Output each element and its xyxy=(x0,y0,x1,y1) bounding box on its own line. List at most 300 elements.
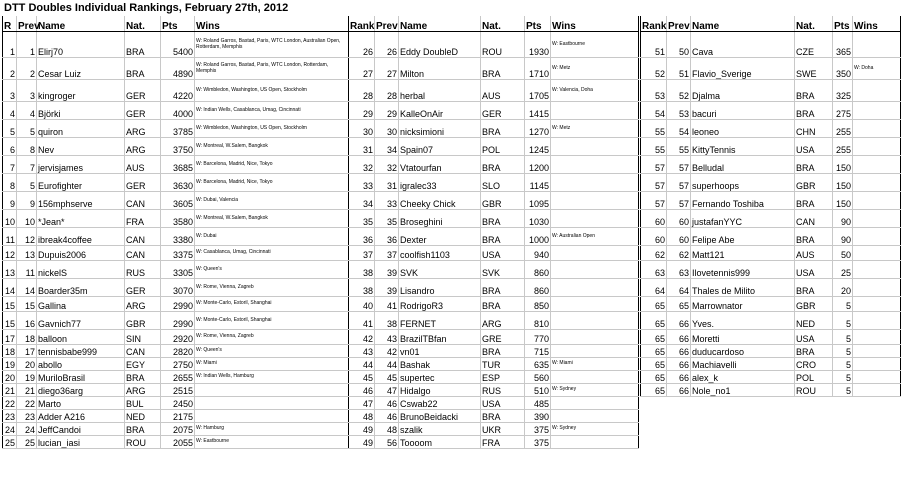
col-header-prev[interactable]: Prev xyxy=(17,16,37,32)
nationality-cell[interactable]: BRA xyxy=(125,58,161,80)
nationality-cell[interactable]: BRA xyxy=(125,32,161,58)
wins-cell[interactable]: W: Indian Wells, Hamburg xyxy=(195,371,349,384)
nationality-cell[interactable]: SVK xyxy=(481,261,525,279)
nationality-cell[interactable]: GER xyxy=(125,102,161,120)
points-cell[interactable]: 2990 xyxy=(161,312,195,330)
rank-cell[interactable]: 25 xyxy=(3,436,17,449)
prev-cell[interactable]: 22 xyxy=(17,397,37,410)
wins-cell[interactable]: W: Casablanca, Umag, Cincinnati xyxy=(195,246,349,261)
rank-cell[interactable]: 65 xyxy=(641,384,667,397)
prev-cell[interactable]: 24 xyxy=(17,423,37,436)
wins-cell[interactable]: W: Barcelona, Madrid, Nice, Tokyo xyxy=(195,174,349,192)
prev-cell[interactable]: 23 xyxy=(17,410,37,423)
rank-cell[interactable]: 40 xyxy=(349,297,375,312)
player-name[interactable]: Bashak xyxy=(399,358,481,371)
prev-cell[interactable]: 39 xyxy=(375,279,399,297)
col-header-wins[interactable]: Wins xyxy=(551,16,639,32)
rank-cell[interactable]: 26 xyxy=(349,32,375,58)
rank-cell[interactable]: 65 xyxy=(641,330,667,345)
wins-cell[interactable]: W: Rome, Vienna, Zagreb xyxy=(195,330,349,345)
rank-cell[interactable]: 4 xyxy=(3,102,17,120)
wins-cell[interactable] xyxy=(853,138,901,156)
rank-cell[interactable]: 49 xyxy=(349,436,375,449)
rank-cell[interactable]: 21 xyxy=(3,384,17,397)
player-name[interactable]: Dupuis2006 xyxy=(37,246,125,261)
points-cell[interactable]: 860 xyxy=(525,261,551,279)
prev-cell[interactable]: 46 xyxy=(375,410,399,423)
player-name[interactable]: Adder A216 xyxy=(37,410,125,423)
player-name[interactable]: kingroger xyxy=(37,80,125,102)
nationality-cell[interactable]: CAN xyxy=(125,246,161,261)
player-name[interactable]: Cheeky Chick xyxy=(399,192,481,210)
rank-cell[interactable]: 17 xyxy=(3,330,17,345)
points-cell[interactable]: 5 xyxy=(833,358,853,371)
wins-cell[interactable] xyxy=(551,410,639,423)
prev-cell[interactable]: 56 xyxy=(375,436,399,449)
points-cell[interactable]: 1200 xyxy=(525,156,551,174)
wins-cell[interactable] xyxy=(853,32,901,58)
wins-cell[interactable] xyxy=(853,210,901,228)
wins-cell[interactable]: W: Wimbledon, Washington, US Open, Stockholm xyxy=(195,120,349,138)
nationality-cell[interactable]: ROU xyxy=(795,384,833,397)
prev-cell[interactable]: 57 xyxy=(667,192,691,210)
nationality-cell[interactable]: CAN xyxy=(795,210,833,228)
nationality-cell[interactable]: CAN xyxy=(125,228,161,246)
points-cell[interactable]: 3375 xyxy=(161,246,195,261)
points-cell[interactable]: 150 xyxy=(833,156,853,174)
wins-cell[interactable]: W: Queen's xyxy=(195,261,349,279)
wins-cell[interactable]: W: Metz xyxy=(551,58,639,80)
player-name[interactable]: Boarder35m xyxy=(37,279,125,297)
points-cell[interactable]: 3785 xyxy=(161,120,195,138)
rank-cell[interactable]: 60 xyxy=(641,210,667,228)
points-cell[interactable]: 275 xyxy=(833,102,853,120)
wins-cell[interactable] xyxy=(853,312,901,330)
player-name[interactable]: Elirj70 xyxy=(37,32,125,58)
nationality-cell[interactable]: ARG xyxy=(125,120,161,138)
nationality-cell[interactable]: TUR xyxy=(481,358,525,371)
wins-cell[interactable] xyxy=(853,192,901,210)
nationality-cell[interactable]: BUL xyxy=(125,397,161,410)
wins-cell[interactable]: W: Hamburg xyxy=(195,423,349,436)
nationality-cell[interactable]: NED xyxy=(125,410,161,423)
prev-cell[interactable]: 32 xyxy=(375,156,399,174)
points-cell[interactable]: 2515 xyxy=(161,384,195,397)
player-name[interactable]: Vtatourfan xyxy=(399,156,481,174)
points-cell[interactable]: 90 xyxy=(833,210,853,228)
prev-cell[interactable]: 26 xyxy=(375,32,399,58)
rank-cell[interactable]: 28 xyxy=(349,80,375,102)
points-cell[interactable]: 2750 xyxy=(161,358,195,371)
wins-cell[interactable]: W: Eastbourne xyxy=(551,32,639,58)
points-cell[interactable]: 810 xyxy=(525,312,551,330)
prev-cell[interactable]: 36 xyxy=(375,228,399,246)
player-name[interactable]: Dexter xyxy=(399,228,481,246)
prev-cell[interactable]: 13 xyxy=(17,246,37,261)
player-name[interactable]: FERNET xyxy=(399,312,481,330)
nationality-cell[interactable]: BRA xyxy=(481,297,525,312)
player-name[interactable]: Eddy DoubleD xyxy=(399,32,481,58)
rank-cell[interactable]: 45 xyxy=(349,371,375,384)
col-header-name[interactable]: Name xyxy=(37,16,125,32)
nationality-cell[interactable]: CHN xyxy=(795,120,833,138)
prev-cell[interactable]: 66 xyxy=(667,384,691,397)
wins-cell[interactable] xyxy=(551,156,639,174)
points-cell[interactable]: 940 xyxy=(525,246,551,261)
rank-cell[interactable]: 20 xyxy=(3,371,17,384)
rank-cell[interactable]: 49 xyxy=(349,423,375,436)
player-name[interactable]: duducardoso xyxy=(691,345,795,358)
prev-cell[interactable]: 60 xyxy=(667,228,691,246)
wins-cell[interactable] xyxy=(195,384,349,397)
prev-cell[interactable]: 66 xyxy=(667,312,691,330)
prev-cell[interactable]: 17 xyxy=(17,345,37,358)
nationality-cell[interactable]: GBR xyxy=(125,312,161,330)
player-name[interactable]: Gallina xyxy=(37,297,125,312)
wins-cell[interactable] xyxy=(853,174,901,192)
nationality-cell[interactable]: BRA xyxy=(795,156,833,174)
nationality-cell[interactable]: FRA xyxy=(481,436,525,449)
col-header-name[interactable]: Name xyxy=(399,16,481,32)
wins-cell[interactable] xyxy=(551,138,639,156)
nationality-cell[interactable]: SIN xyxy=(125,330,161,345)
player-name[interactable]: Moretti xyxy=(691,330,795,345)
wins-cell[interactable] xyxy=(551,246,639,261)
points-cell[interactable]: 2655 xyxy=(161,371,195,384)
points-cell[interactable]: 850 xyxy=(525,297,551,312)
wins-cell[interactable]: W: Valencia, Doha xyxy=(551,80,639,102)
points-cell[interactable]: 635 xyxy=(525,358,551,371)
player-name[interactable]: Björki xyxy=(37,102,125,120)
player-name[interactable]: Toooom xyxy=(399,436,481,449)
player-name[interactable]: Spain07 xyxy=(399,138,481,156)
nationality-cell[interactable]: BRA xyxy=(481,120,525,138)
player-name[interactable]: supertec xyxy=(399,371,481,384)
player-name[interactable]: abollo xyxy=(37,358,125,371)
points-cell[interactable]: 860 xyxy=(525,279,551,297)
prev-cell[interactable]: 45 xyxy=(375,371,399,384)
prev-cell[interactable]: 33 xyxy=(375,192,399,210)
wins-cell[interactable]: W: Dubai xyxy=(195,228,349,246)
wins-cell[interactable] xyxy=(853,102,901,120)
player-name[interactable]: diego36arg xyxy=(37,384,125,397)
points-cell[interactable]: 3580 xyxy=(161,210,195,228)
prev-cell[interactable]: 63 xyxy=(667,261,691,279)
nationality-cell[interactable]: BRA xyxy=(481,156,525,174)
nationality-cell[interactable]: ROU xyxy=(125,436,161,449)
wins-cell[interactable] xyxy=(551,436,639,449)
player-name[interactable]: leoneo xyxy=(691,120,795,138)
nationality-cell[interactable]: SWE xyxy=(795,58,833,80)
rank-cell[interactable]: 47 xyxy=(349,397,375,410)
rank-cell[interactable]: 65 xyxy=(641,345,667,358)
rank-cell[interactable]: 18 xyxy=(3,345,17,358)
player-name[interactable]: superhoops xyxy=(691,174,795,192)
points-cell[interactable]: 1030 xyxy=(525,210,551,228)
col-header-prev[interactable]: Prev xyxy=(375,16,399,32)
nationality-cell[interactable]: BRA xyxy=(481,279,525,297)
prev-cell[interactable]: 31 xyxy=(375,174,399,192)
wins-cell[interactable]: W: Sydney xyxy=(551,384,639,397)
player-name[interactable]: Djalma xyxy=(691,80,795,102)
nationality-cell[interactable]: NED xyxy=(795,312,833,330)
nationality-cell[interactable]: RUS xyxy=(481,384,525,397)
rank-cell[interactable]: 65 xyxy=(641,371,667,384)
player-name[interactable]: tennisbabe999 xyxy=(37,345,125,358)
wins-cell[interactable] xyxy=(853,279,901,297)
prev-cell[interactable]: 66 xyxy=(667,358,691,371)
player-name[interactable]: Belludal xyxy=(691,156,795,174)
player-name[interactable]: bacuri xyxy=(691,102,795,120)
prev-cell[interactable]: 34 xyxy=(375,138,399,156)
col-header-rank[interactable]: Rank xyxy=(641,16,667,32)
player-name[interactable]: KittyTennis xyxy=(691,138,795,156)
prev-cell[interactable]: 3 xyxy=(17,80,37,102)
player-name[interactable]: Lisandro xyxy=(399,279,481,297)
wins-cell[interactable] xyxy=(551,312,639,330)
prev-cell[interactable]: 14 xyxy=(17,279,37,297)
rank-cell[interactable]: 23 xyxy=(3,410,17,423)
rank-cell[interactable]: 38 xyxy=(349,279,375,297)
nationality-cell[interactable]: BRA xyxy=(125,423,161,436)
prev-cell[interactable]: 12 xyxy=(17,228,37,246)
rank-cell[interactable]: 14 xyxy=(3,279,17,297)
points-cell[interactable]: 1705 xyxy=(525,80,551,102)
rank-cell[interactable]: 15 xyxy=(3,297,17,312)
rank-cell[interactable]: 55 xyxy=(641,138,667,156)
nationality-cell[interactable]: BRA xyxy=(795,102,833,120)
player-name[interactable]: alex_k xyxy=(691,371,795,384)
prev-cell[interactable]: 38 xyxy=(375,312,399,330)
wins-cell[interactable]: W: Barcelona, Madrid, Nice, Tokyo xyxy=(195,156,349,174)
rank-cell[interactable]: 6 xyxy=(3,138,17,156)
rank-cell[interactable]: 33 xyxy=(349,174,375,192)
player-name[interactable]: igralec33 xyxy=(399,174,481,192)
player-name[interactable]: Eurofighter xyxy=(37,174,125,192)
prev-cell[interactable]: 7 xyxy=(17,156,37,174)
nationality-cell[interactable]: ROU xyxy=(481,32,525,58)
player-name[interactable]: Marto xyxy=(37,397,125,410)
points-cell[interactable]: 90 xyxy=(833,228,853,246)
prev-cell[interactable]: 41 xyxy=(375,297,399,312)
prev-cell[interactable]: 35 xyxy=(375,210,399,228)
nationality-cell[interactable]: POL xyxy=(481,138,525,156)
wins-cell[interactable]: W: Dubai, Valencia xyxy=(195,192,349,210)
wins-cell[interactable] xyxy=(853,345,901,358)
points-cell[interactable]: 5 xyxy=(833,345,853,358)
points-cell[interactable]: 5 xyxy=(833,297,853,312)
points-cell[interactable]: 3750 xyxy=(161,138,195,156)
col-header-wins[interactable]: Wins xyxy=(195,16,349,32)
player-name[interactable]: lucian_iasi xyxy=(37,436,125,449)
points-cell[interactable]: 5400 xyxy=(161,32,195,58)
player-name[interactable]: ibreak4coffee xyxy=(37,228,125,246)
points-cell[interactable]: 1415 xyxy=(525,102,551,120)
player-name[interactable]: JeffCandoi xyxy=(37,423,125,436)
player-name[interactable]: quiron xyxy=(37,120,125,138)
points-cell[interactable]: 255 xyxy=(833,120,853,138)
wins-cell[interactable] xyxy=(551,210,639,228)
points-cell[interactable]: 1145 xyxy=(525,174,551,192)
points-cell[interactable]: 2920 xyxy=(161,330,195,345)
col-header-rank[interactable]: Rank xyxy=(349,16,375,32)
wins-cell[interactable]: W: Metz xyxy=(551,120,639,138)
nationality-cell[interactable]: GER xyxy=(125,80,161,102)
points-cell[interactable]: 5 xyxy=(833,384,853,397)
wins-cell[interactable] xyxy=(551,371,639,384)
rank-cell[interactable]: 10 xyxy=(3,210,17,228)
prev-cell[interactable]: 18 xyxy=(17,330,37,345)
wins-cell[interactable]: W: Montreal, W.Salem, Bangkok xyxy=(195,210,349,228)
prev-cell[interactable]: 39 xyxy=(375,261,399,279)
prev-cell[interactable]: 60 xyxy=(667,210,691,228)
prev-cell[interactable]: 2 xyxy=(17,58,37,80)
col-header-prev[interactable]: Prev xyxy=(667,16,691,32)
prev-cell[interactable]: 27 xyxy=(375,58,399,80)
player-name[interactable]: Flavio_Sverige xyxy=(691,58,795,80)
prev-cell[interactable]: 57 xyxy=(667,174,691,192)
col-header-nat[interactable]: Nat. xyxy=(481,16,525,32)
wins-cell[interactable]: W: Sydney xyxy=(551,423,639,436)
col-header-pts[interactable]: Pts xyxy=(833,16,853,32)
rank-cell[interactable]: 54 xyxy=(641,102,667,120)
points-cell[interactable]: 2450 xyxy=(161,397,195,410)
player-name[interactable]: nickelS xyxy=(37,261,125,279)
points-cell[interactable]: 5 xyxy=(833,330,853,345)
nationality-cell[interactable]: AUS xyxy=(481,80,525,102)
wins-cell[interactable]: W: Miami xyxy=(195,358,349,371)
player-name[interactable]: SVK xyxy=(399,261,481,279)
col-header-pts[interactable]: Pts xyxy=(525,16,551,32)
rank-cell[interactable]: 9 xyxy=(3,192,17,210)
prev-cell[interactable]: 11 xyxy=(17,261,37,279)
prev-cell[interactable]: 66 xyxy=(667,330,691,345)
wins-cell[interactable] xyxy=(551,397,639,410)
rank-cell[interactable]: 44 xyxy=(349,358,375,371)
player-name[interactable]: Felipe Abe xyxy=(691,228,795,246)
rank-cell[interactable]: 46 xyxy=(349,384,375,397)
wins-cell[interactable]: W: Roland Garros, Bastad, Paris, WTC London, Rotterdam, Memphis xyxy=(195,58,349,80)
wins-cell[interactable] xyxy=(551,261,639,279)
col-header-nat[interactable]: Nat. xyxy=(125,16,161,32)
prev-cell[interactable]: 30 xyxy=(375,120,399,138)
wins-cell[interactable] xyxy=(551,102,639,120)
prev-cell[interactable]: 19 xyxy=(17,371,37,384)
player-name[interactable]: Marrownator xyxy=(691,297,795,312)
rank-cell[interactable]: 36 xyxy=(349,228,375,246)
prev-cell[interactable]: 64 xyxy=(667,279,691,297)
nationality-cell[interactable]: BRA xyxy=(481,410,525,423)
player-name[interactable]: Fernando Toshiba xyxy=(691,192,795,210)
rank-cell[interactable]: 48 xyxy=(349,410,375,423)
points-cell[interactable]: 5 xyxy=(833,312,853,330)
rank-cell[interactable]: 57 xyxy=(641,174,667,192)
player-name[interactable]: BrazilTBfan xyxy=(399,330,481,345)
nationality-cell[interactable]: GBR xyxy=(795,174,833,192)
prev-cell[interactable]: 25 xyxy=(17,436,37,449)
wins-cell[interactable]: W: Rome, Vienna, Zagreb xyxy=(195,279,349,297)
points-cell[interactable]: 365 xyxy=(833,32,853,58)
points-cell[interactable]: 4890 xyxy=(161,58,195,80)
points-cell[interactable]: 375 xyxy=(525,436,551,449)
wins-cell[interactable]: W: Montreal, W.Salem, Bangkok xyxy=(195,138,349,156)
rank-cell[interactable]: 64 xyxy=(641,279,667,297)
prev-cell[interactable]: 21 xyxy=(17,384,37,397)
nationality-cell[interactable]: EGY xyxy=(125,358,161,371)
rank-cell[interactable]: 42 xyxy=(349,330,375,345)
player-name[interactable]: szalik xyxy=(399,423,481,436)
nationality-cell[interactable]: BRA xyxy=(795,345,833,358)
rank-cell[interactable]: 13 xyxy=(3,261,17,279)
player-name[interactable]: justafanYYC xyxy=(691,210,795,228)
nationality-cell[interactable]: BRA xyxy=(481,345,525,358)
points-cell[interactable]: 3630 xyxy=(161,174,195,192)
nationality-cell[interactable]: USA xyxy=(481,397,525,410)
nationality-cell[interactable]: BRA xyxy=(795,80,833,102)
points-cell[interactable]: 3685 xyxy=(161,156,195,174)
nationality-cell[interactable]: CRO xyxy=(795,358,833,371)
rank-cell[interactable]: 31 xyxy=(349,138,375,156)
points-cell[interactable]: 1710 xyxy=(525,58,551,80)
nationality-cell[interactable]: BRA xyxy=(481,228,525,246)
nationality-cell[interactable]: CAN xyxy=(125,345,161,358)
rank-cell[interactable]: 34 xyxy=(349,192,375,210)
rank-cell[interactable]: 8 xyxy=(3,174,17,192)
nationality-cell[interactable]: CZE xyxy=(795,32,833,58)
rank-cell[interactable]: 12 xyxy=(3,246,17,261)
wins-cell[interactable] xyxy=(195,410,349,423)
rank-cell[interactable]: 37 xyxy=(349,246,375,261)
nationality-cell[interactable]: ARG xyxy=(481,312,525,330)
rank-cell[interactable]: 41 xyxy=(349,312,375,330)
prev-cell[interactable]: 66 xyxy=(667,371,691,384)
wins-cell[interactable] xyxy=(853,297,901,312)
rank-cell[interactable]: 29 xyxy=(349,102,375,120)
rank-cell[interactable]: 57 xyxy=(641,156,667,174)
player-name[interactable]: Milton xyxy=(399,58,481,80)
points-cell[interactable]: 2820 xyxy=(161,345,195,358)
prev-cell[interactable]: 1 xyxy=(17,32,37,58)
rank-cell[interactable]: 30 xyxy=(349,120,375,138)
points-cell[interactable]: 2990 xyxy=(161,297,195,312)
rank-cell[interactable]: 19 xyxy=(3,358,17,371)
nationality-cell[interactable]: BRA xyxy=(125,371,161,384)
wins-cell[interactable]: W: Monte-Carlo, Estoril, Shanghai xyxy=(195,312,349,330)
nationality-cell[interactable]: GER xyxy=(125,279,161,297)
points-cell[interactable]: 2175 xyxy=(161,410,195,423)
wins-cell[interactable]: W: Australian Open xyxy=(551,228,639,246)
points-cell[interactable]: 390 xyxy=(525,410,551,423)
rank-cell[interactable]: 7 xyxy=(3,156,17,174)
wins-cell[interactable] xyxy=(853,120,901,138)
nationality-cell[interactable]: AUS xyxy=(125,156,161,174)
nationality-cell[interactable]: BRA xyxy=(795,192,833,210)
nationality-cell[interactable]: USA xyxy=(795,330,833,345)
wins-cell[interactable]: W: Doha xyxy=(853,58,901,80)
prev-cell[interactable]: 50 xyxy=(667,32,691,58)
points-cell[interactable]: 715 xyxy=(525,345,551,358)
wins-cell[interactable] xyxy=(853,80,901,102)
points-cell[interactable]: 20 xyxy=(833,279,853,297)
col-header-pts[interactable]: Pts xyxy=(161,16,195,32)
prev-cell[interactable]: 4 xyxy=(17,102,37,120)
points-cell[interactable]: 1270 xyxy=(525,120,551,138)
nationality-cell[interactable]: GBR xyxy=(481,192,525,210)
points-cell[interactable]: 2055 xyxy=(161,436,195,449)
prev-cell[interactable]: 53 xyxy=(667,102,691,120)
rank-cell[interactable]: 55 xyxy=(641,120,667,138)
player-name[interactable]: 156mphserve xyxy=(37,192,125,210)
